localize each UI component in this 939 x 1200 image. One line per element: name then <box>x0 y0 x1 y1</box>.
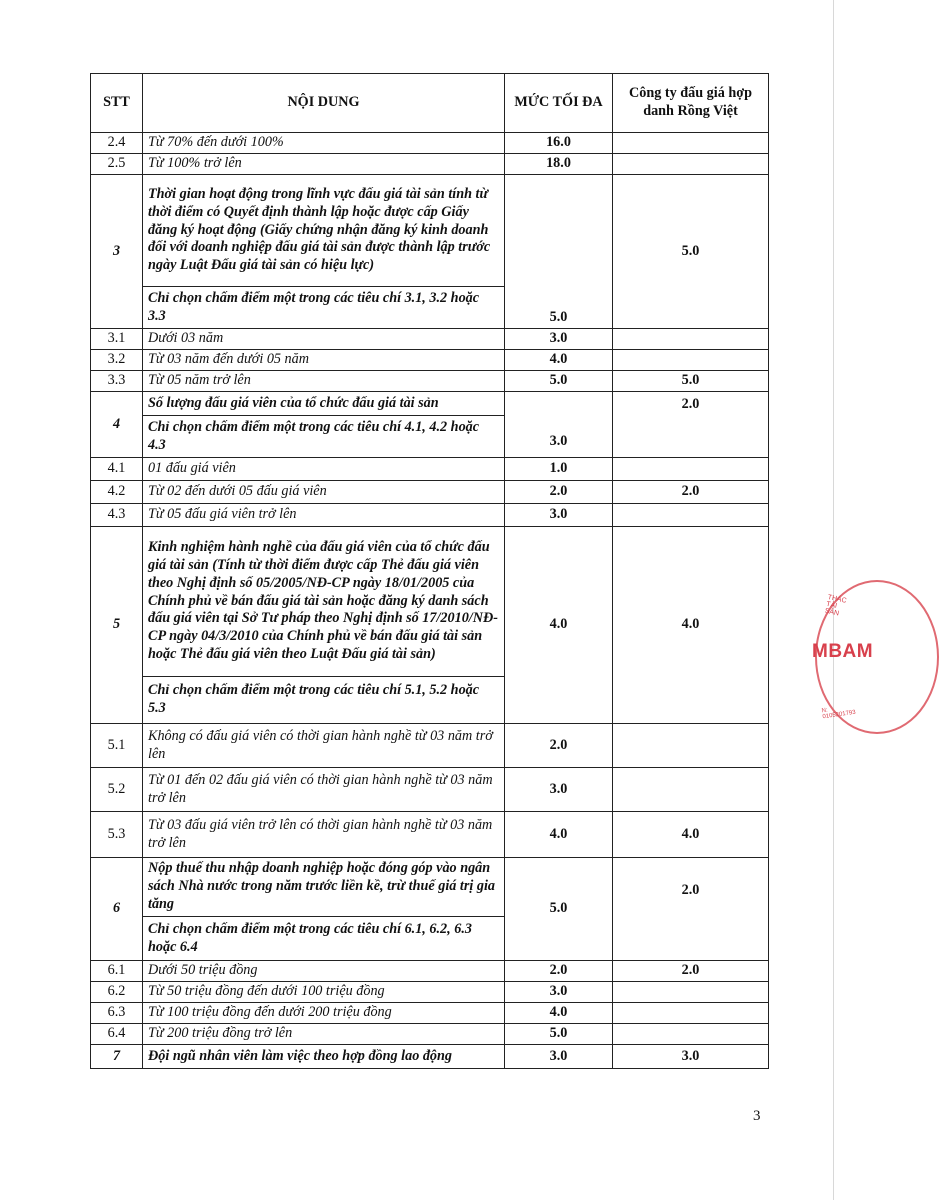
row-text: Từ 03 năm đến dưới 05 năm <box>143 350 505 371</box>
row-stt: 4 <box>91 392 143 458</box>
row-stt: 6.3 <box>91 1003 143 1024</box>
row-max: 2.0 <box>505 481 613 504</box>
table-header-row <box>91 74 769 133</box>
row-max: 5.0 <box>505 371 613 392</box>
table-row <box>91 961 769 982</box>
row-stt: 2.5 <box>91 154 143 175</box>
row-company: 2.0 <box>613 961 769 982</box>
row-company <box>613 504 769 527</box>
row-stt: 6.4 <box>91 1024 143 1045</box>
table-row <box>91 812 769 858</box>
row-max: 2.0 <box>505 724 613 768</box>
stamp-top-text: THÁC TÀI SẢN <box>824 593 848 618</box>
row-text: Từ 02 đến dưới 05 đấu giá viên <box>143 481 505 504</box>
row-text: Từ 100% trở lên <box>143 154 505 175</box>
row-text: Dưới 03 năm <box>143 329 505 350</box>
row-max: 5.0 <box>505 1024 613 1045</box>
row-text: 01 đấu giá viên <box>143 458 505 481</box>
table-row <box>91 1024 769 1045</box>
row-stt: 3 <box>91 175 143 329</box>
table-row <box>91 154 769 175</box>
row-text: Từ 70% đến dưới 100% <box>143 133 505 154</box>
row-company: 2.0 <box>613 481 769 504</box>
row-company <box>613 154 769 175</box>
row-stt: 5.2 <box>91 768 143 812</box>
row-text: Dưới 50 triệu đồng <box>143 961 505 982</box>
table-row <box>91 982 769 1003</box>
row-max: 5.0 <box>505 858 613 961</box>
row-note: Chỉ chọn chấm điểm một trong các tiêu chí 4.1, 4.2 hoặc 4.3 <box>143 416 505 458</box>
row-company <box>613 982 769 1003</box>
stamp-bottom-text: N: 0105201793 <box>821 707 857 721</box>
row-max: 4.0 <box>505 812 613 858</box>
row-stt: 7 <box>91 1045 143 1069</box>
row-text: Đội ngũ nhân viên làm việc theo hợp đồng lao động <box>143 1045 505 1069</box>
row-stt: 4.2 <box>91 481 143 504</box>
row-stt: 5.1 <box>91 724 143 768</box>
row-company <box>613 1003 769 1024</box>
row-company <box>613 724 769 768</box>
stamp-text: MBAM <box>812 641 874 662</box>
table-row <box>91 329 769 350</box>
row-company <box>613 133 769 154</box>
criteria-table <box>90 73 769 1069</box>
header-noi-dung: NỘI DUNG <box>143 74 505 133</box>
row-company: 5.0 <box>613 175 769 329</box>
table-row <box>91 350 769 371</box>
row-max: 4.0 <box>505 350 613 371</box>
row-text: Nộp thuế thu nhập doanh nghiệp hoặc đóng góp vào ngân sách Nhà nước trong năm trước liền kề, trừ thuế giá trị gia tăng <box>143 858 505 917</box>
row-stt: 2.4 <box>91 133 143 154</box>
row-company: 2.0 <box>613 392 769 458</box>
row-max: 1.0 <box>505 458 613 481</box>
row-company: 5.0 <box>613 371 769 392</box>
row-max: 3.0 <box>505 982 613 1003</box>
header-stt: STT <box>91 74 143 133</box>
table-row <box>91 458 769 481</box>
row-stt: 3.2 <box>91 350 143 371</box>
table-row <box>91 175 769 287</box>
row-max: 4.0 <box>505 527 613 724</box>
row-max: 4.0 <box>505 1003 613 1024</box>
row-text: Từ 01 đến 02 đấu giá viên có thời gian hành nghề từ 03 năm trở lên <box>143 768 505 812</box>
row-text: Thời gian hoạt động trong lĩnh vực đấu giá tài sản tính từ thời điểm có Quyết định thành lập hoặc được cấp Giấy đăng ký hoạt động (Giấy chứng nhận đăng ký kinh doanh đối với doanh nghiệp đấu giá tài sản được thành lập trước ngày Luật Đấu giá tài sản có hiệu lực) <box>143 175 505 287</box>
row-company <box>613 458 769 481</box>
table-row <box>91 371 769 392</box>
row-text: Từ 05 năm trở lên <box>143 371 505 392</box>
table-row <box>91 768 769 812</box>
row-stt: 6.1 <box>91 961 143 982</box>
row-note: Chỉ chọn chấm điểm một trong các tiêu chí 5.1, 5.2 hoặc 5.3 <box>143 677 505 724</box>
table-row <box>91 481 769 504</box>
table-row <box>91 527 769 677</box>
row-stt: 4.1 <box>91 458 143 481</box>
row-max: 16.0 <box>505 133 613 154</box>
row-stt: 6.2 <box>91 982 143 1003</box>
row-stt: 6 <box>91 858 143 961</box>
row-max: 3.0 <box>505 504 613 527</box>
row-company <box>613 329 769 350</box>
table-row <box>91 1045 769 1069</box>
page-number: 3 <box>753 1108 761 1124</box>
row-text: Từ 03 đấu giá viên trở lên có thời gian hành nghề từ 03 năm trở lên <box>143 812 505 858</box>
row-company: 4.0 <box>613 527 769 724</box>
table-row <box>91 392 769 416</box>
row-text: Không có đấu giá viên có thời gian hành nghề từ 03 năm trở lên <box>143 724 505 768</box>
row-text: Từ 100 triệu đồng đến dưới 200 triệu đồng <box>143 1003 505 1024</box>
header-muc-toi-da: MỨC TỐI ĐA <box>505 74 613 133</box>
row-company <box>613 1024 769 1045</box>
row-stt: 5.3 <box>91 812 143 858</box>
row-max: 2.0 <box>505 961 613 982</box>
row-stt: 3.3 <box>91 371 143 392</box>
row-company <box>613 350 769 371</box>
table-row <box>91 504 769 527</box>
row-stt: 3.1 <box>91 329 143 350</box>
row-company <box>613 768 769 812</box>
table-row <box>91 133 769 154</box>
row-company: 4.0 <box>613 812 769 858</box>
table-row <box>91 724 769 768</box>
row-max: 3.0 <box>505 768 613 812</box>
row-company: 3.0 <box>613 1045 769 1069</box>
row-max: 5.0 <box>505 175 613 329</box>
row-note: Chỉ chọn chấm điểm một trong các tiêu chí 3.1, 3.2 hoặc 3.3 <box>143 287 505 329</box>
row-text: Từ 50 triệu đồng đến dưới 100 triệu đồng <box>143 982 505 1003</box>
row-max: 3.0 <box>505 392 613 458</box>
table-row <box>91 1003 769 1024</box>
row-stt: 5 <box>91 527 143 724</box>
row-text: Từ 05 đấu giá viên trở lên <box>143 504 505 527</box>
row-note: Chỉ chọn chấm điểm một trong các tiêu chí 6.1, 6.2, 6.3 hoặc 6.4 <box>143 917 505 961</box>
row-max: 18.0 <box>505 154 613 175</box>
row-stt: 4.3 <box>91 504 143 527</box>
table-row <box>91 858 769 917</box>
row-text: Kinh nghiệm hành nghề của đấu giá viên của tổ chức đấu giá tài sản (Tính từ thời điểm được cấp Thẻ đấu giá viên theo Nghị định số 05/2005/NĐ-CP ngày 18/01/2005 của Chính phủ về bán đấu giá tài sản hoặc đăng ký danh sách đấu giá viên tại Sở Tư pháp theo Nghị định số 17/2010/NĐ-CP ngày 04/3/2010 của Chính phủ về bán đấu giá tài sản hoặc Thẻ đấu giá viên theo Luật Đấu giá tài sản) <box>143 527 505 677</box>
row-text: Số lượng đấu giá viên của tổ chức đấu giá tài sản <box>143 392 505 416</box>
header-cong-ty: Công ty đấu giá hợp danh Rồng Việt <box>613 74 769 133</box>
row-text: Từ 200 triệu đồng trở lên <box>143 1024 505 1045</box>
row-max: 3.0 <box>505 329 613 350</box>
row-max: 3.0 <box>505 1045 613 1069</box>
row-company: 2.0 <box>613 858 769 961</box>
